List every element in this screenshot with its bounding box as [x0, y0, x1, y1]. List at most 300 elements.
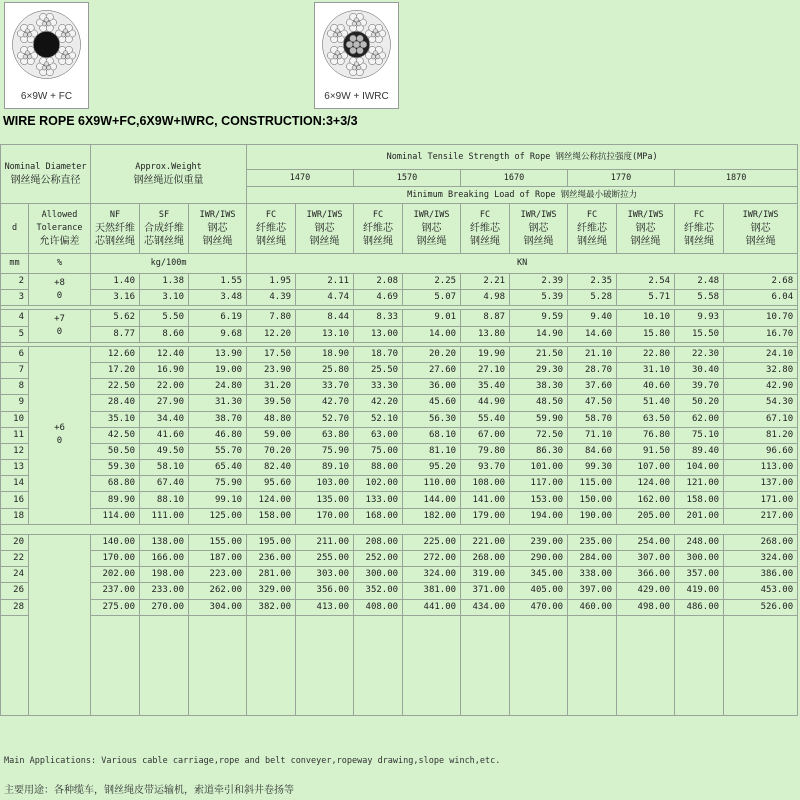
breaking-load-cell: 25.50 [354, 362, 403, 378]
weight-cell: 3.16 [91, 290, 140, 306]
breaking-load-cell: 179.00 [461, 508, 510, 524]
diameter-cell: 22 [1, 551, 29, 567]
strand-wire [354, 18, 358, 22]
breaking-load-cell: 67.10 [724, 411, 798, 427]
breaking-load-cell: 329.00 [247, 583, 296, 599]
breaking-load-cell: 23.90 [247, 362, 296, 378]
iwr_load-label-1: 钢芯 [528, 223, 549, 234]
breaking-load-cell: 498.00 [617, 599, 675, 615]
diameter-cell: 9 [1, 395, 29, 411]
breaking-load-cell: 5.58 [675, 290, 724, 306]
diameter-cell: 3 [1, 290, 29, 306]
weight-cell: 68.80 [91, 476, 140, 492]
breaking-load-cell: 4.98 [461, 290, 510, 306]
approx-weight-en: Approx.Weight [135, 162, 202, 172]
breaking-load-cell: 272.00 [403, 551, 461, 567]
breaking-load-cell: 14.90 [510, 326, 568, 342]
fc-header [461, 204, 510, 254]
breaking-load-cell: 303.00 [296, 567, 354, 583]
breaking-load-cell: 8.87 [461, 310, 510, 326]
approx-weight-header [91, 145, 247, 204]
breaking-load-cell: 38.30 [510, 379, 568, 395]
weight-cell: 3.48 [189, 290, 247, 306]
fc-label-2: 钢丝绳 [256, 236, 287, 247]
breaking-load-cell: 1.95 [247, 274, 296, 290]
breaking-load-cell: 10.10 [617, 310, 675, 326]
breaking-load-cell: 39.50 [247, 395, 296, 411]
strand-wire [371, 33, 375, 37]
breaking-load-cell: 453.00 [724, 583, 798, 599]
breaking-load-cell: 70.20 [247, 443, 296, 459]
breaking-load-cell: 135.00 [296, 492, 354, 508]
breaking-load-cell: 56.30 [403, 411, 461, 427]
breaking-load-cell: 162.00 [617, 492, 675, 508]
breaking-load-cell: 413.00 [296, 599, 354, 615]
weight-cell: 8.77 [91, 326, 140, 342]
empty-cell [91, 615, 140, 715]
breaking-load-cell: 84.60 [568, 443, 617, 459]
weight-cell: 187.00 [189, 551, 247, 567]
breaking-load-cell: 526.00 [724, 599, 798, 615]
breaking-load-cell: 217.00 [724, 508, 798, 524]
breaking-load-cell: 39.70 [675, 379, 724, 395]
breaking-load-cell: 290.00 [510, 551, 568, 567]
weight-cell: 22.50 [91, 379, 140, 395]
diameter-cell: 12 [1, 443, 29, 459]
breaking-load-cell: 144.00 [403, 492, 461, 508]
iwr_load-label-1: 钢芯 [314, 223, 335, 234]
breaking-load-cell: 117.00 [510, 476, 568, 492]
tolerance-header [29, 204, 91, 254]
breaking-load-cell: 75.10 [675, 427, 724, 443]
table-row [1, 599, 798, 615]
table-row [1, 534, 798, 550]
breaking-load-header: Minimum Breaking Load of Rope 钢丝绳最小破断拉力 [247, 187, 798, 204]
strand-wire [373, 51, 377, 55]
tensile-strength-header: Nominal Tensile Strength of Rope 钢丝绳公称抗拉强度(MPa) [247, 145, 798, 170]
table-row [1, 326, 798, 342]
weight-cell: 58.10 [140, 460, 189, 476]
fc-label-2: 钢丝绳 [470, 236, 501, 247]
empty-cell [189, 615, 247, 715]
strand-wire [23, 55, 27, 59]
breaking-load-cell: 137.00 [724, 476, 798, 492]
breaking-load-cell: 18.90 [296, 346, 354, 362]
table-row [1, 583, 798, 599]
tolerance-value: +7 [54, 314, 65, 325]
empty-cell [675, 615, 724, 715]
iwr-load-header [724, 204, 798, 254]
breaking-load-cell: 324.00 [724, 551, 798, 567]
empty-cell [354, 615, 403, 715]
diameter-cell: 24 [1, 567, 29, 583]
fc-label-0: FC [372, 210, 384, 220]
weight-cell: 304.00 [189, 599, 247, 615]
weight-cell: 111.00 [140, 508, 189, 524]
weight-cell: 1.40 [91, 274, 140, 290]
iwr_load-label-1: 钢芯 [750, 223, 771, 234]
weight-cell: 1.55 [189, 274, 247, 290]
rope-figure-iwrc [314, 2, 399, 109]
breaking-load-cell: 33.70 [296, 379, 354, 395]
weight-cell: 59.30 [91, 460, 140, 476]
weight-cell: 125.00 [189, 508, 247, 524]
table-row [1, 427, 798, 443]
breaking-load-cell: 324.00 [403, 567, 461, 583]
breaking-load-cell: 13.80 [461, 326, 510, 342]
strand-wire [23, 33, 27, 37]
breaking-load-cell: 8.33 [354, 310, 403, 326]
breaking-load-cell: 89.10 [296, 460, 354, 476]
breaking-load-cell: 9.93 [675, 310, 724, 326]
core-wire [357, 47, 364, 54]
weight-cell: 65.40 [189, 460, 247, 476]
strand-wire [42, 66, 46, 70]
strand-wire [44, 62, 48, 66]
weight-cell: 38.70 [189, 411, 247, 427]
breaking-load-cell: 110.00 [403, 476, 461, 492]
core-wire [350, 35, 357, 42]
core-wire [353, 41, 360, 48]
weight-cell: 3.10 [140, 290, 189, 306]
breaking-load-cell: 37.60 [568, 379, 617, 395]
breaking-load-cell: 239.00 [510, 534, 568, 550]
tolerance-cell [29, 346, 91, 524]
fc-header [354, 204, 403, 254]
fc-header [568, 204, 617, 254]
breaking-load-cell: 115.00 [568, 476, 617, 492]
breaking-load-cell: 16.70 [724, 326, 798, 342]
iwr-load-header [296, 204, 354, 254]
breaking-load-cell: 7.80 [247, 310, 296, 326]
breaking-load-cell: 104.00 [675, 460, 724, 476]
breaking-load-cell: 4.69 [354, 290, 403, 306]
weight-cell: 202.00 [91, 567, 140, 583]
breaking-load-cell: 12.20 [247, 326, 296, 342]
weight-cell: 50.50 [91, 443, 140, 459]
breaking-load-cell: 2.25 [403, 274, 461, 290]
breaking-load-cell: 208.00 [354, 534, 403, 550]
breaking-load-cell: 58.70 [568, 411, 617, 427]
breaking-load-cell: 486.00 [675, 599, 724, 615]
weight-cell: 237.00 [91, 583, 140, 599]
diameter-cell: 5 [1, 326, 29, 342]
breaking-load-cell: 352.00 [354, 583, 403, 599]
table-row [1, 476, 798, 492]
breaking-load-cell: 205.00 [617, 508, 675, 524]
breaking-load-cell: 211.00 [296, 534, 354, 550]
breaking-load-cell: 75.90 [296, 443, 354, 459]
unit-weight: kg/100m [91, 254, 247, 274]
weight-cell: 12.40 [140, 346, 189, 362]
breaking-load-cell: 13.00 [354, 326, 403, 342]
breaking-load-cell: 27.60 [403, 362, 461, 378]
diameter-cell: 8 [1, 379, 29, 395]
breaking-load-cell: 51.40 [617, 395, 675, 411]
breaking-load-cell: 68.10 [403, 427, 461, 443]
breaking-load-cell: 419.00 [675, 583, 724, 599]
nf-cn2: 芯钢丝绳 [95, 236, 136, 247]
fc-label-2: 钢丝绳 [684, 236, 715, 247]
fc-label-0: FC [265, 210, 277, 220]
breaking-load-cell: 40.60 [617, 379, 675, 395]
breaking-load-cell: 36.00 [403, 379, 461, 395]
breaking-load-cell: 2.11 [296, 274, 354, 290]
breaking-load-cell: 319.00 [461, 567, 510, 583]
breaking-load-cell: 429.00 [617, 583, 675, 599]
nf-header [91, 204, 140, 254]
weight-cell: 223.00 [189, 567, 247, 583]
breaking-load-cell: 18.70 [354, 346, 403, 362]
breaking-load-cell: 338.00 [568, 567, 617, 583]
breaking-load-cell: 124.00 [617, 476, 675, 492]
diameter-cell: 2 [1, 274, 29, 290]
main-applications-cn: 主要用途：各种缆车，钢丝绳皮带运输机，索道牵引和斜井卷扬等 [4, 785, 294, 796]
table-row [1, 492, 798, 508]
empty-cell [296, 615, 354, 715]
unit-percent: % [29, 254, 91, 274]
diameter-cell: 10 [1, 411, 29, 427]
breaking-load-cell: 48.80 [247, 411, 296, 427]
iwr-weight-cn1: 钢芯 [207, 223, 228, 234]
breaking-load-cell: 15.80 [617, 326, 675, 342]
breaking-load-cell: 103.00 [296, 476, 354, 492]
breaking-load-cell: 268.00 [461, 551, 510, 567]
strand-wire [42, 22, 46, 26]
diameter-d-label: d [11, 223, 18, 233]
document-title: WIRE ROPE 6X9W+FC,6X9W+IWRC, CONSTRUCTION:3+3/3 [3, 114, 358, 128]
iwr-weight-cn2: 钢丝绳 [202, 236, 233, 247]
sf-cn1: 合成纤维 [144, 223, 185, 234]
weight-cell: 49.50 [140, 443, 189, 459]
tolerance-cell [29, 310, 91, 342]
nf-code: NF [109, 210, 121, 220]
breaking-load-cell: 434.00 [461, 599, 510, 615]
weight-cell: 88.10 [140, 492, 189, 508]
fc-label-1: 纤维芯 [684, 223, 715, 234]
strand-wire [354, 62, 358, 66]
breaking-load-cell: 150.00 [568, 492, 617, 508]
breaking-load-cell: 281.00 [247, 567, 296, 583]
breaking-load-cell: 17.50 [247, 346, 296, 362]
sf-cn2: 芯钢丝绳 [144, 236, 185, 247]
weight-cell: 13.90 [189, 346, 247, 362]
breaking-load-cell: 99.30 [568, 460, 617, 476]
weight-cell: 114.00 [91, 508, 140, 524]
breaking-load-cell: 54.30 [724, 395, 798, 411]
breaking-load-cell: 44.90 [461, 395, 510, 411]
breaking-load-cell: 14.60 [568, 326, 617, 342]
breaking-load-cell: 107.00 [617, 460, 675, 476]
strand-wire [333, 55, 337, 59]
table-row [1, 508, 798, 524]
breaking-load-cell: 2.48 [675, 274, 724, 290]
weight-cell: 138.00 [140, 534, 189, 550]
breaking-load-cell: 45.60 [403, 395, 461, 411]
tensile-grade-1: 1570 [354, 170, 461, 187]
diameter-cell: 26 [1, 583, 29, 599]
breaking-load-cell: 21.10 [568, 346, 617, 362]
weight-cell: 19.00 [189, 362, 247, 378]
table-row [1, 567, 798, 583]
rope-figure-fc [4, 2, 89, 109]
diameter-cell: 4 [1, 310, 29, 326]
strand-wire [25, 51, 29, 55]
iwr_load-label-0: IWR/IWS [413, 210, 450, 220]
breaking-load-cell: 24.10 [724, 346, 798, 362]
table-row [1, 411, 798, 427]
sf-code: SF [158, 210, 170, 220]
weight-cell: 6.19 [189, 310, 247, 326]
iwr-weight-code: IWR/IWS [199, 210, 236, 220]
breaking-load-cell: 63.80 [296, 427, 354, 443]
empty-cell [247, 615, 296, 715]
breaking-load-cell: 91.50 [617, 443, 675, 459]
breaking-load-cell: 366.00 [617, 567, 675, 583]
strand-wire [335, 29, 339, 33]
iwr_load-label-2: 钢丝绳 [523, 236, 554, 247]
breaking-load-cell: 190.00 [568, 508, 617, 524]
breaking-load-cell: 28.70 [568, 362, 617, 378]
fc-label-1: 纤维芯 [363, 223, 394, 234]
breaking-load-cell: 72.50 [510, 427, 568, 443]
empty-cell [724, 615, 798, 715]
nominal-diameter-en: Nominal Diameter [4, 162, 87, 172]
breaking-load-cell: 22.30 [675, 346, 724, 362]
breaking-load-cell: 356.00 [296, 583, 354, 599]
breaking-load-cell: 95.60 [247, 476, 296, 492]
breaking-load-cell: 93.70 [461, 460, 510, 476]
breaking-load-cell: 15.50 [675, 326, 724, 342]
weight-cell: 75.90 [189, 476, 247, 492]
diameter-cell: 11 [1, 427, 29, 443]
weight-cell: 89.90 [91, 492, 140, 508]
weight-cell: 24.80 [189, 379, 247, 395]
iwr_load-label-0: IWR/IWS [742, 210, 779, 220]
weight-cell: 22.00 [140, 379, 189, 395]
breaking-load-cell: 386.00 [724, 567, 798, 583]
breaking-load-cell: 113.00 [724, 460, 798, 476]
breaking-load-cell: 9.59 [510, 310, 568, 326]
tensile-grade-4: 1870 [675, 170, 798, 187]
breaking-load-cell: 6.04 [724, 290, 798, 306]
strand-wire [61, 33, 65, 37]
fc-header [247, 204, 296, 254]
rope-cross-section-iwrc [319, 7, 394, 82]
breaking-load-cell: 268.00 [724, 534, 798, 550]
breaking-load-cell: 4.39 [247, 290, 296, 306]
fc-label-1: 纤维芯 [256, 223, 287, 234]
weight-cell: 28.40 [91, 395, 140, 411]
weight-cell: 170.00 [91, 551, 140, 567]
table-row [1, 379, 798, 395]
breaking-load-cell: 31.20 [247, 379, 296, 395]
fc-label-1: 纤维芯 [577, 223, 608, 234]
breaking-load-cell: 2.08 [354, 274, 403, 290]
breaking-load-cell: 20.20 [403, 346, 461, 362]
iwr_load-label-2: 钢丝绳 [630, 236, 661, 247]
weight-cell: 17.20 [91, 362, 140, 378]
breaking-load-cell: 13.10 [296, 326, 354, 342]
fc-label-1: 纤维芯 [470, 223, 501, 234]
iwr-weight-header [189, 204, 247, 254]
breaking-load-cell: 357.00 [675, 567, 724, 583]
breaking-load-cell: 8.44 [296, 310, 354, 326]
tolerance-cell-empty [29, 534, 91, 715]
breaking-load-cell: 81.20 [724, 427, 798, 443]
rope-figure-caption: 6×9W + FC [20, 91, 73, 102]
table-row [1, 443, 798, 459]
breaking-load-cell: 382.00 [247, 599, 296, 615]
tolerance-label-en1: Allowed [41, 210, 78, 220]
breaking-load-cell: 133.00 [354, 492, 403, 508]
breaking-load-cell: 381.00 [403, 583, 461, 599]
core-wire [350, 47, 357, 54]
fc-label-2: 钢丝绳 [363, 236, 394, 247]
breaking-load-cell: 47.50 [568, 395, 617, 411]
rope-figure-caption: 6×9W + IWRC [324, 91, 389, 102]
breaking-load-cell: 5.71 [617, 290, 675, 306]
breaking-load-cell: 405.00 [510, 583, 568, 599]
tolerance-value: 0 [56, 436, 63, 447]
breaking-load-cell: 141.00 [461, 492, 510, 508]
breaking-load-cell: 2.39 [510, 274, 568, 290]
breaking-load-cell: 460.00 [568, 599, 617, 615]
core-wire [346, 41, 353, 48]
breaking-load-cell: 71.10 [568, 427, 617, 443]
breaking-load-cell: 225.00 [403, 534, 461, 550]
table-row [1, 290, 798, 306]
unit-mm: mm [1, 254, 29, 274]
breaking-load-cell: 10.70 [724, 310, 798, 326]
table-row [1, 395, 798, 411]
core-wire [360, 41, 367, 48]
breaking-load-cell: 67.00 [461, 427, 510, 443]
table-row [1, 310, 798, 326]
breaking-load-cell: 255.00 [296, 551, 354, 567]
fc-label-0: FC [586, 210, 598, 220]
weight-cell: 55.70 [189, 443, 247, 459]
weight-cell: 140.00 [91, 534, 140, 550]
diameter-cell: 28 [1, 599, 29, 615]
weight-cell: 27.90 [140, 395, 189, 411]
breaking-load-cell: 408.00 [354, 599, 403, 615]
breaking-load-cell: 59.00 [247, 427, 296, 443]
breaking-load-cell: 121.00 [675, 476, 724, 492]
weight-cell: 270.00 [140, 599, 189, 615]
diameter-cell: 13 [1, 460, 29, 476]
iwr_load-label-0: IWR/IWS [627, 210, 664, 220]
iwr-load-header [510, 204, 568, 254]
main-applications-en: Main Applications: Various cable carriage,rope and belt conveyer,ropeway drawing,slope winch,etc. [4, 756, 501, 766]
iwr_load-label-0: IWR/IWS [306, 210, 343, 220]
breaking-load-cell: 101.00 [510, 460, 568, 476]
iwr_load-label-2: 钢丝绳 [416, 236, 447, 247]
breaking-load-cell: 19.90 [461, 346, 510, 362]
fc-header [675, 204, 724, 254]
tolerance-value: +8 [54, 277, 65, 288]
breaking-load-cell: 27.10 [461, 362, 510, 378]
breaking-load-cell: 235.00 [568, 534, 617, 550]
strand-wire [44, 18, 48, 22]
breaking-load-cell: 300.00 [354, 567, 403, 583]
diameter-cell: 18 [1, 508, 29, 524]
strand-wire [352, 22, 356, 26]
weight-cell: 5.50 [140, 310, 189, 326]
breaking-load-cell: 30.40 [675, 362, 724, 378]
breaking-load-cell: 221.00 [461, 534, 510, 550]
breaking-load-cell: 9.40 [568, 310, 617, 326]
